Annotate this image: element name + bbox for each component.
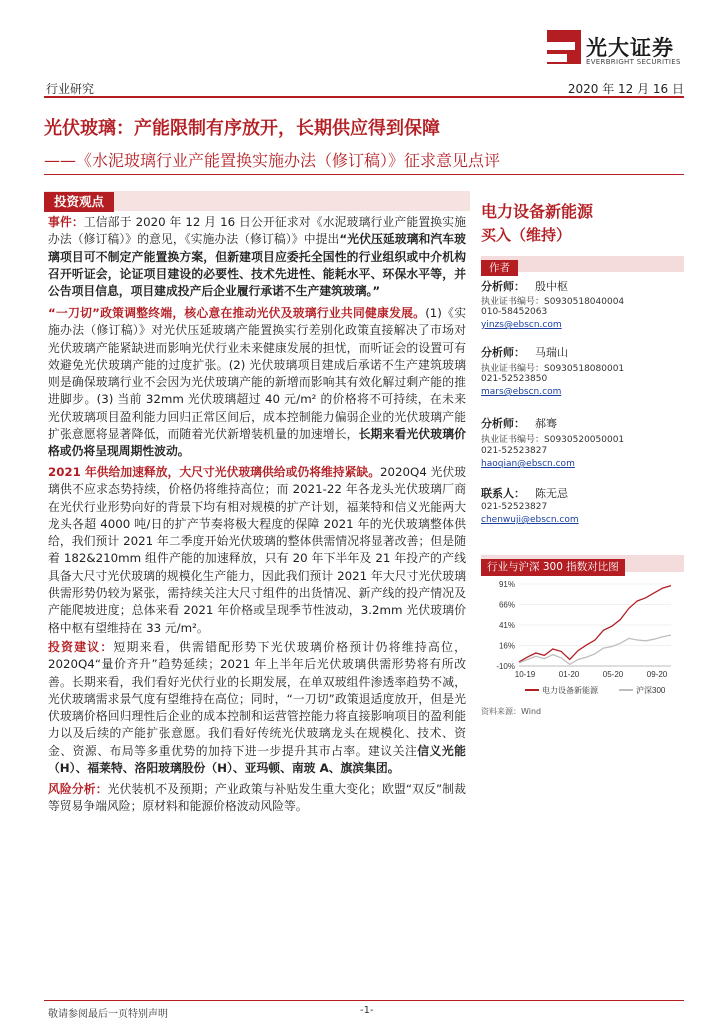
x-tick-label: 01-20 bbox=[558, 670, 580, 679]
y-tick-label: 41% bbox=[498, 621, 515, 630]
analyst-email[interactable]: yinzs@ebscn.com bbox=[481, 320, 562, 330]
event-paragraph bbox=[48, 214, 466, 300]
page-subtitle: ——《水泥玻璃行业产能置换实施办法（修订稿）》征求意见点评 bbox=[44, 151, 501, 170]
x-tick-label: 05-20 bbox=[602, 670, 624, 679]
brand-name-cn: 光大证券 bbox=[586, 36, 674, 60]
event-lead: 事件： bbox=[48, 215, 84, 229]
supply-text: 2020Q4 光伏玻璃供不应求态势持续，价格仍将维持高位；而 2021-22 年各龙头光伏玻璃厂商在光伏行业形势向好的背景下均有相对规模的扩产计划，福莱特和信义光能两大龙头各超 4000 吨/日的扩产节奏将极大程度的保障 2021 年的光伏玻璃整体供给，我们预计 2021 年二季度开始光伏玻璃的整体供需情况将显著改善；但是随着 182&210mm 组件产能的加速释放，只有 20 年下半年及 21 年投产的产线具备大尺寸光伏玻璃的规模化生产能力，因此我们预计 2021 年大尺寸光伏玻璃供需形势仍较为紧张，需持续关注大尺寸组件的出货情况、新产线的投产情况及产能爬坡进度；总体来看 2021 年价格或呈现季节性波动，3.2mm 光伏玻璃价格中枢有望维持在 33 元/m²。 bbox=[48, 465, 466, 635]
investment-picks: 信义光能（H）、福莱特、洛阳玻璃股份（H）、亚玛顿、南玻 A、旗滨集团。 bbox=[48, 743, 466, 776]
analyst-license: 执业证书编号：S0930520050001 bbox=[481, 435, 625, 445]
analyst-phone: 021-52523850 bbox=[481, 374, 548, 384]
analyst-name: 分析师： 郝骞 bbox=[481, 417, 557, 430]
analyst-license: 执业证书编号：S0930518040004 bbox=[481, 297, 625, 307]
policy-lead: “一刀切”政策调整终端，核心意在推动光伏及玻璃行业共同健康发展。 bbox=[48, 306, 426, 320]
analyst-phone: 021-52523827 bbox=[481, 446, 548, 456]
analyst-email[interactable]: mars@ebscn.com bbox=[481, 387, 562, 397]
investment-paragraph bbox=[48, 639, 466, 777]
header-divider bbox=[44, 96, 684, 98]
y-tick-label: 91% bbox=[498, 580, 515, 589]
analyst-phone: 010-58452063 bbox=[481, 307, 548, 317]
title-divider bbox=[44, 174, 684, 175]
everbright-logo-icon bbox=[547, 30, 581, 64]
y-tick-label: -10% bbox=[496, 662, 515, 671]
brand-name-en: EVERBRIGHT SECURITIES bbox=[586, 58, 681, 66]
page-title: 光伏玻璃：产能限制有序放开，长期供应得到保障 bbox=[44, 118, 440, 139]
investment-text: 短期来看，供需错配形势下光伏玻璃价格预计仍将维持高位，2020Q4“量价齐升”趋势延续；2021 年上半年后光伏玻璃供需形势将有所改善。长期来看，我们看好光伏行业的长期发展，在单双玻组件渗透率趋势不减，光伏玻璃需求景气度有望维持在高位；同时，“一刀切”政策退适度放开，但是光伏玻璃价格回归理性后企业的成本控制和运营管控能力将直接影响项目的盈利能力以及后续的产能扩张意愿。我们看好传统光伏玻璃龙头在规模化、技术、资金、资源、布局等多重优势的加持下进一步提升其市占率。建议关注 bbox=[48, 640, 466, 758]
analyst-name: 分析师： 殷中枢 bbox=[481, 280, 568, 293]
chart-header bbox=[481, 555, 684, 572]
risk-text: 光伏装机不及预期；产业政策与补贴发生重大变化；欧盟“双反”制裁等贸易争端风险；原材料和能源价格波动风险等。 bbox=[48, 782, 466, 814]
contact-name: 联系人： 陈无忌 bbox=[481, 487, 568, 500]
section-header bbox=[44, 191, 470, 211]
contact-phone: 021-52523827 bbox=[481, 502, 548, 512]
performance-chart bbox=[481, 576, 684, 698]
chart-title: 行业与沪深 300 指数对比图 bbox=[481, 559, 625, 576]
author-label: 作者 bbox=[481, 260, 518, 276]
risk-paragraph bbox=[48, 781, 466, 816]
industry-series-line bbox=[519, 586, 671, 662]
supply-lead: 2021 年供给加速释放，大尺寸光伏玻璃供给或仍将维持紧缺。 bbox=[48, 465, 381, 479]
risk-lead: 风险分析： bbox=[48, 782, 108, 796]
legend-label: 沪深300 bbox=[636, 686, 666, 695]
analyst-license: 执业证书编号：S0930518080001 bbox=[481, 364, 625, 374]
author-header bbox=[481, 256, 684, 272]
y-tick-label: 66% bbox=[498, 600, 515, 610]
rating: 买入（维持） bbox=[481, 226, 572, 244]
policy-bold: 长期来看光伏玻璃价格或仍将呈现周期性波动。 bbox=[48, 427, 466, 459]
analyst-email[interactable]: haoqian@ebscn.com bbox=[481, 459, 575, 469]
analyst-name: 分析师： 马瑞山 bbox=[481, 346, 568, 359]
supply-paragraph bbox=[48, 464, 466, 637]
event-bold: “光伏压延玻璃和汽车玻璃项目可不制定产能置换方案，但新建项目应委托全国性的行业组织或中介机构召开听证会，论证项目建设的必要性、技术先进性、能耗水平、环保水平等，并公告项目信息，项目建成投产后企业履行承诺不生产建筑玻璃。” bbox=[48, 232, 466, 299]
legend-label: 电力设备新能源 bbox=[542, 686, 598, 695]
footer-disclaimer: 敬请参阅最后一页特别声明 bbox=[48, 1009, 168, 1020]
x-tick-label: 10-19 bbox=[514, 670, 536, 679]
event-text: 工信部于 2020 年 12 月 16 日公开征求对《水泥玻璃行业产能置换实施办法（修订稿）》的意见，《实施办法（修订稿）》中提出 bbox=[48, 215, 466, 247]
report-category: 行业研究 bbox=[46, 82, 95, 96]
policy-paragraph bbox=[48, 305, 466, 461]
y-tick-label: 16% bbox=[498, 641, 515, 651]
contact-email[interactable]: chenwuji@ebscn.com bbox=[481, 515, 579, 525]
investment-lead: 投资建议： bbox=[48, 640, 114, 654]
footer-divider bbox=[44, 1000, 684, 1001]
x-tick-label: 09-20 bbox=[646, 670, 668, 679]
policy-text: (1)《实施办法（修订稿）》对光伏压延玻璃产能置换实行差别化政策直接解决了市场对光伏玻璃产能紧缺进而影响光伏行业未来健康发展的担忧，而听证会的设置可有效避免光伏玻璃产能的过度扩张。(2) 光伏玻璃项目建成后承诺不生产建筑玻璃则是确保玻璃行业不会因为光伏玻璃产能的新增而影响其有效化解过剩产能的推进脚步。(3) 当前 32mm 光伏玻璃超过 40 元/m² 的价格将不可持续，在未来光伏玻璃项目盈利能力回归正常区间后，成本控制能力偏弱企业的光伏玻璃产能扩张意愿将显著降低，而随着光伏新增装机量的加速增长， bbox=[48, 306, 466, 442]
sector-name: 电力设备新能源 bbox=[481, 202, 594, 221]
page-number: -1- bbox=[360, 1005, 374, 1016]
report-date: 2020 年 12 月 16 日 bbox=[567, 82, 684, 96]
chart-source: 资料来源：Wind bbox=[481, 707, 542, 716]
section-label: 投资观点 bbox=[44, 192, 114, 212]
